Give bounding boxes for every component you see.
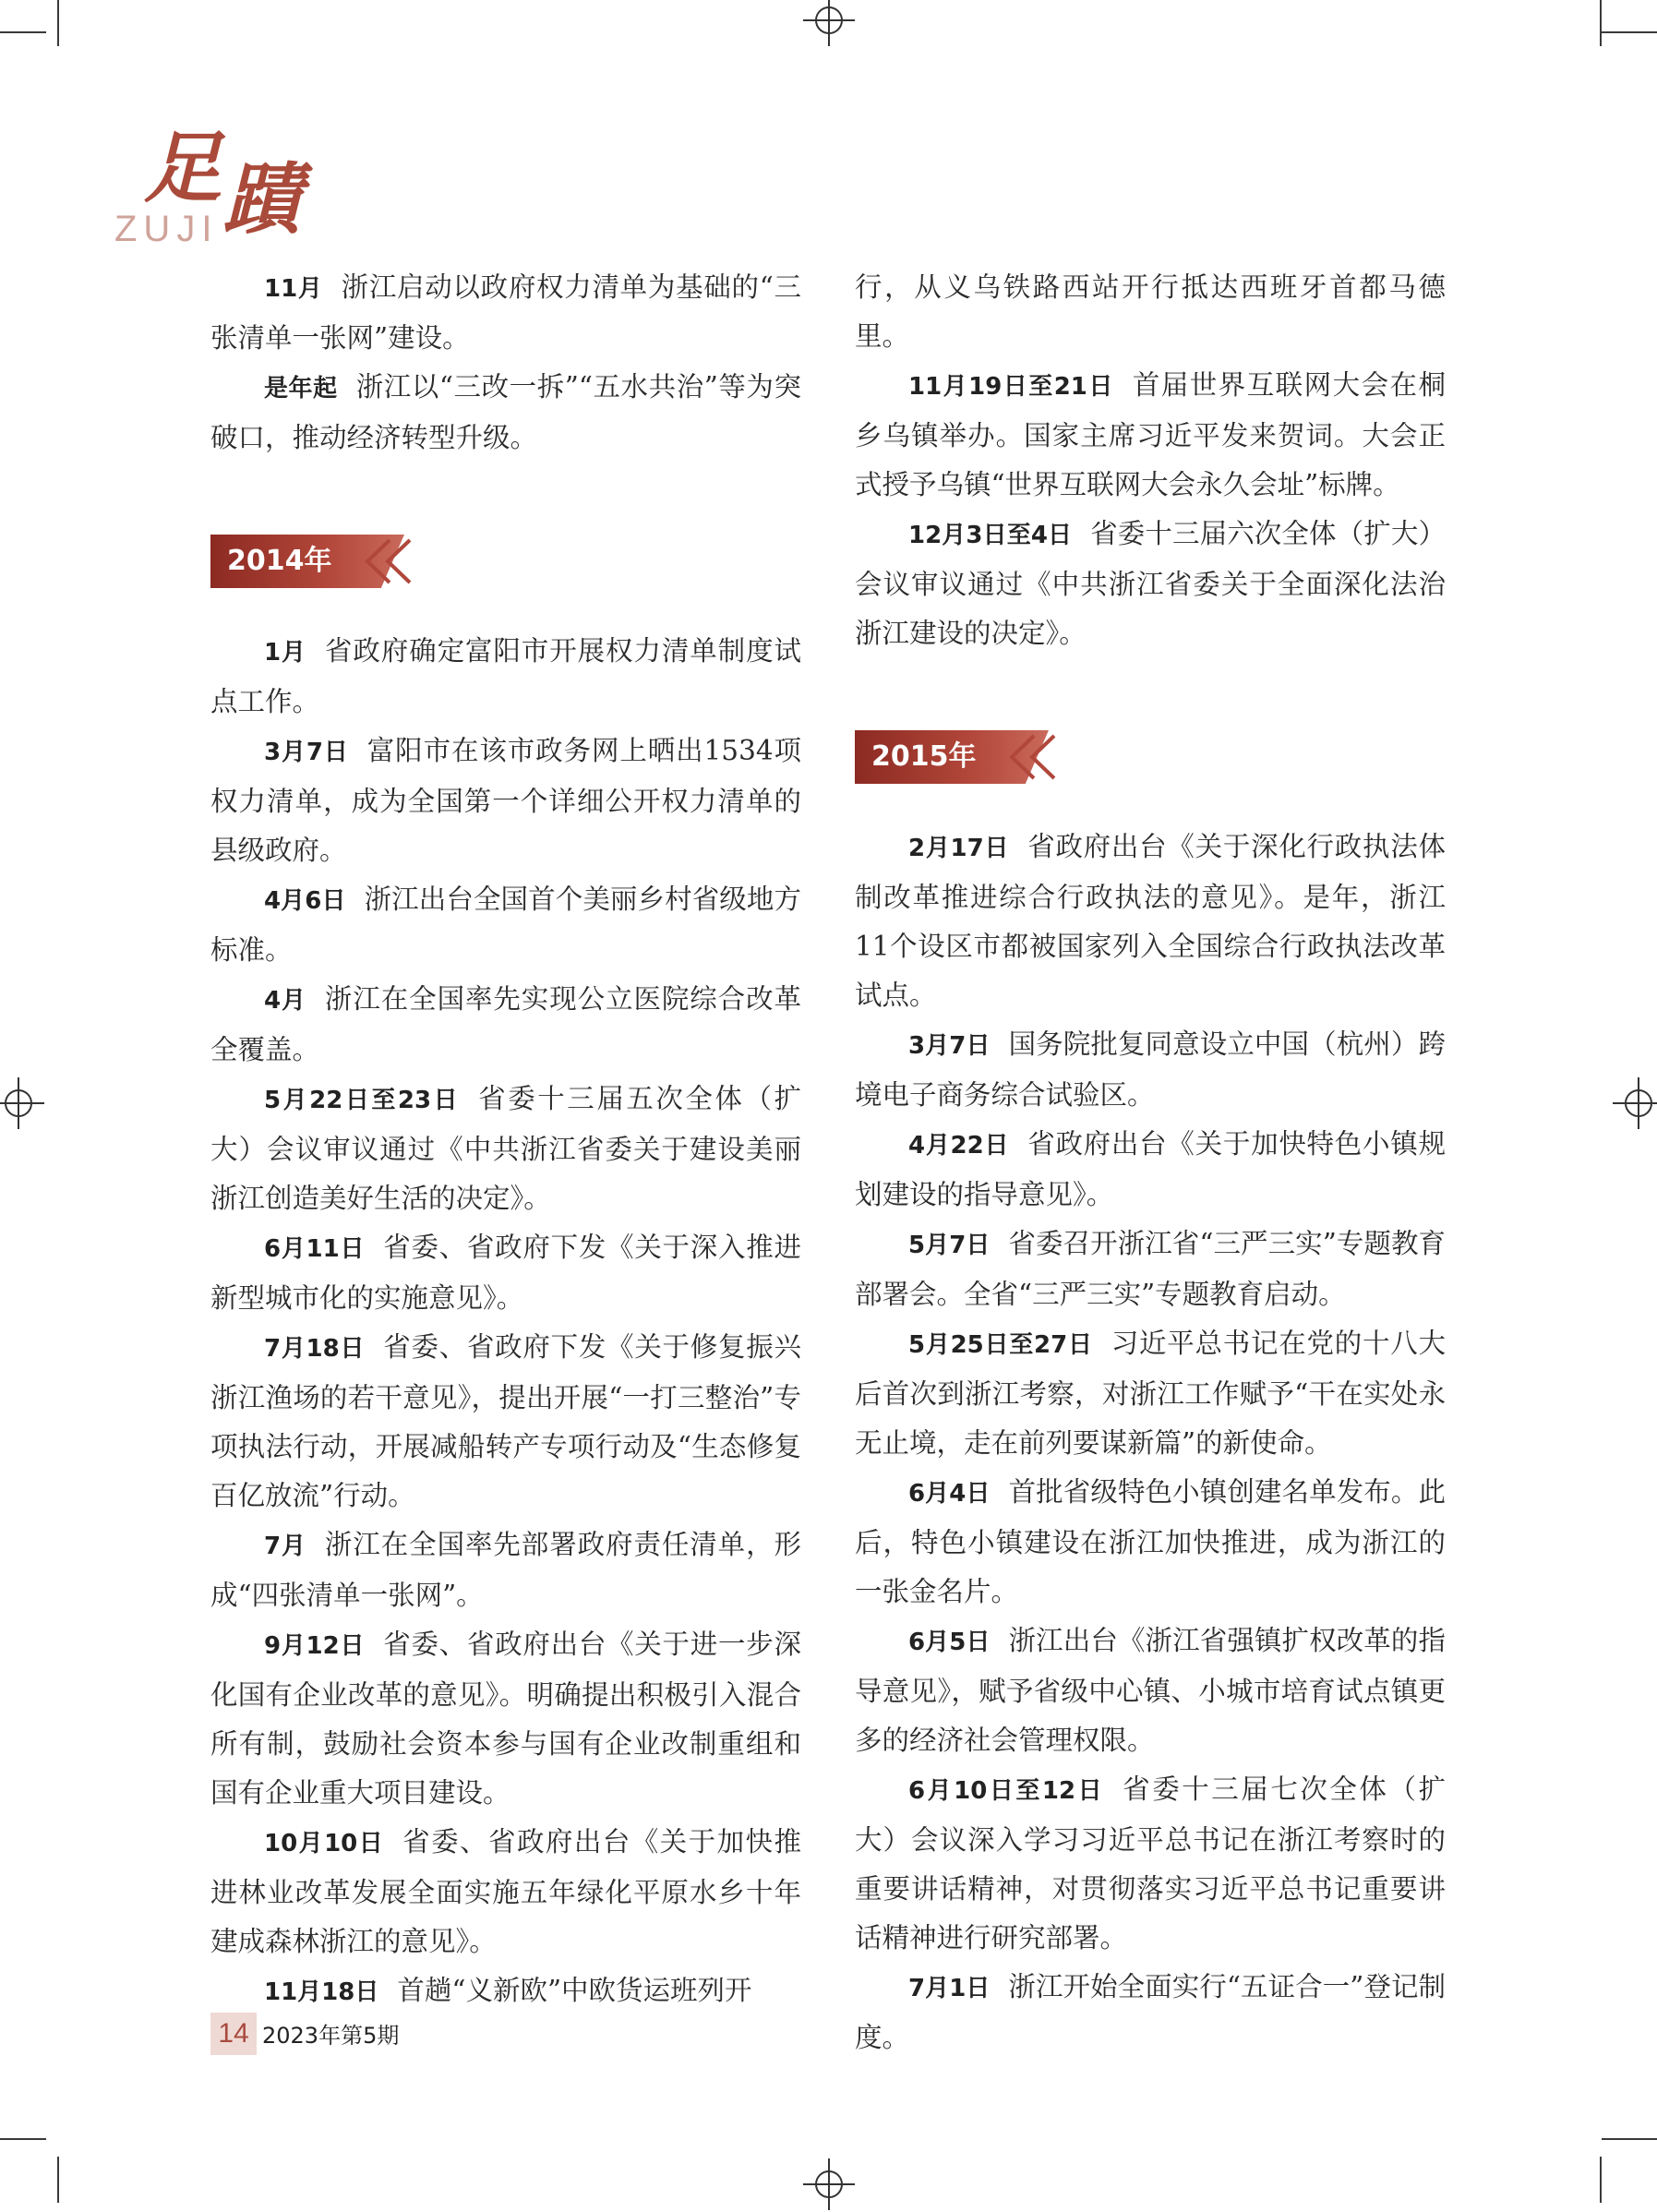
chronicle-entry [855,823,1446,1020]
page-number: 14 [210,2013,257,2055]
chronicle-entry [210,875,801,975]
registration-mark [0,1076,46,1131]
entry-date: 7月18日 [264,1335,366,1363]
chronicle-entry [210,263,801,363]
chronicle-entry [855,263,1446,361]
entry-date: 是年起 [264,375,338,403]
entry-date: 7月 [264,1533,306,1560]
chronicle-entry [210,1521,801,1620]
entry-date: 3月7日 [264,739,349,766]
entry-date: 6月11日 [264,1235,366,1263]
chronicle-entry [210,727,801,875]
year-label: 2015年 [871,740,977,773]
entry-date: 12月3日至4日 [908,522,1073,549]
entry-text: 省委十三届六次全体（扩大）会议审议通过《中共浙江省委关于全面深化法治浙江建设的决定》。 [855,518,1446,649]
double-chevron-icon [1003,730,1067,784]
chronicle-entry [855,1020,1446,1120]
page-footer [210,2013,399,2055]
chronicle-entry [210,975,801,1075]
entry-date: 10月10日 [264,1830,385,1857]
section-logo [114,122,299,254]
entry-text: 浙江开始全面实行“五证合一”登记制度。 [855,1971,1446,2053]
logo-pinyin: ZUJI [114,209,219,249]
entry-text: 省政府出台《关于深化行政执法体制改革推进综合行政执法的意见》。是年，浙江11个设区市都被国家列入全国综合行政执法改革试点。 [855,831,1446,1011]
entry-text: 省委十三届七次全体（扩大）会议深入学习习近平总书记在浙江考察时的重要讲话精神，对贯彻落实习近平总书记重要讲话精神进行研究部署。 [855,1773,1446,1954]
entry-text: 省委、省政府出台《关于加快推进林业改革发展全面实施五年绿化平原水乡十年建成森林浙江的意见》。 [210,1826,801,1957]
chronicle-entry [210,1223,801,1323]
chronicle-entry [855,1220,1446,1319]
entry-text: 省委、省政府出台《关于进一步深化国有企业改革的意见》。明确提出积极引入混合所有制，鼓励社会资本参与国有企业改制重组和国有企业重大项目建设。 [210,1629,801,1809]
entry-text: 浙江以“三改一拆”“五水共治”等为突破口，推动经济转型升级。 [210,371,801,453]
entry-date: 4月22日 [908,1132,1010,1160]
crop-mark [1600,0,1602,46]
entry-date: 3月7日 [908,1032,991,1060]
double-chevron-icon [358,535,423,588]
entry-date: 9月12日 [264,1632,366,1660]
entry-date: 4月6日 [264,887,346,915]
entry-date: 11月19日至21日 [908,373,1114,401]
entry-text: 首趟“义新欧”中欧货运班列开 [397,1975,752,2006]
entry-text: 省政府出台《关于加快特色小镇规划建设的指导意见》。 [855,1128,1446,1210]
year-heading [855,730,1446,784]
entry-text: 省委十三届五次全体（扩大）会议审议通过《中共浙江省委关于建设美丽浙江创造美好生活的决定》。 [210,1083,801,1214]
entry-date: 4月 [264,987,306,1015]
entry-date: 5月22日至23日 [264,1087,461,1114]
chronicle-entry [210,1966,801,2017]
entry-text: 浙江启动以政府权力清单为基础的“三张清单一张网”建设。 [210,271,801,354]
entry-text: 浙江出台《浙江省强镇扩权改革的指导意见》，赋予省级中心镇、小城市培育试点镇更多的经济社会管理权限。 [855,1625,1446,1756]
entry-text: 省委召开浙江省“三严三实”专题教育部署会。全省“三严三实”专题教育启动。 [855,1228,1446,1310]
entry-text: 浙江出台全国首个美丽乡村省级地方标准。 [210,884,801,966]
entry-text: 国务院批复同意设立中国（杭州）跨境电子商务综合试验区。 [855,1028,1446,1111]
chronicle-entry [210,1323,801,1521]
chronicle-entry [855,1120,1446,1220]
entry-date: 2月17日 [908,835,1010,862]
chronicle-entry [210,627,801,727]
chronicle-entry [210,1620,801,1818]
entry-text: 习近平总书记在党的十八大后首次到浙江考察，对浙江工作赋予“干在实处永无止境，走在前列要谋新篇”的新使命。 [855,1328,1446,1459]
chronicle-entry [855,361,1446,510]
chronicle-entry [210,363,801,463]
entry-date: 11月18日 [264,1978,379,2006]
chronicle-entry [855,1765,1446,1963]
registration-mark [801,2157,857,2212]
entry-text: 浙江在全国率先部署政府责任清单，形成“四张清单一张网”。 [210,1529,801,1611]
left-column [210,263,801,2017]
entry-text: 省委、省政府下发《关于修复振兴浙江渔场的若干意见》，提出开展“一打三整治”专项执法行动，开展减船转产专项行动及“生态修复百亿放流”行动。 [210,1331,801,1511]
registration-mark [801,0,857,48]
entry-date: 11月 [264,275,323,303]
entry-text: 浙江在全国率先实现公立医院综合改革全覆盖。 [210,983,801,1065]
chronicle-entry [855,1617,1446,1765]
chronicle-entry [210,1818,801,1966]
entry-text: 首批省级特色小镇创建名单发布。此后，特色小镇建设在浙江加快推进，成为浙江的一张金名片。 [855,1476,1446,1607]
crop-mark [1600,2157,1602,2203]
issue-label: 2023年第5期 [262,2023,400,2049]
chronicle-entry [855,510,1446,658]
year-heading [210,535,801,588]
entry-date: 6月10日至12日 [908,1777,1105,1805]
logo-char-1: 足 [144,122,219,213]
chronicle-entry [855,1963,1446,2062]
entry-text: 富阳市在该市政务网上晒出1534项权力清单，成为全国第一个详细公开权力清单的县级政府。 [210,735,802,866]
entry-text: 首届世界互联网大会在桐乡乌镇举办。国家主席习近平发来贺词。大会正式授予乌镇“世界互联网大会永久会址”标牌。 [855,369,1446,500]
chronicle-entry [210,1075,801,1223]
registration-mark [1611,1076,1657,1131]
entry-date: 5月25日至27日 [908,1331,1093,1359]
entry-date: 1月 [264,639,306,667]
crop-mark [57,2157,59,2203]
entry-text: 省委、省政府下发《关于深入推进新型城市化的实施意见》。 [210,1232,801,1314]
crop-mark [0,31,46,33]
entry-text: 省政府确定富阳市开展权力清单制度试点工作。 [210,635,801,717]
right-column [855,263,1446,2062]
chronicle-entry [855,1319,1446,1468]
entry-date: 5月7日 [908,1232,991,1259]
entry-date: 6月4日 [908,1480,991,1508]
entry-date: 7月1日 [908,1975,991,2002]
entry-text: 行，从义乌铁路西站开行抵达西班牙首都马德里。 [855,271,1446,352]
crop-mark [1602,31,1657,33]
chronicle-entry [855,1468,1446,1617]
entry-date: 6月5日 [908,1629,991,1656]
crop-mark [1602,2138,1657,2140]
logo-char-2: 蹟 [223,153,298,245]
year-label: 2014年 [227,545,332,577]
crop-mark [0,2138,46,2140]
crop-mark [57,0,59,46]
